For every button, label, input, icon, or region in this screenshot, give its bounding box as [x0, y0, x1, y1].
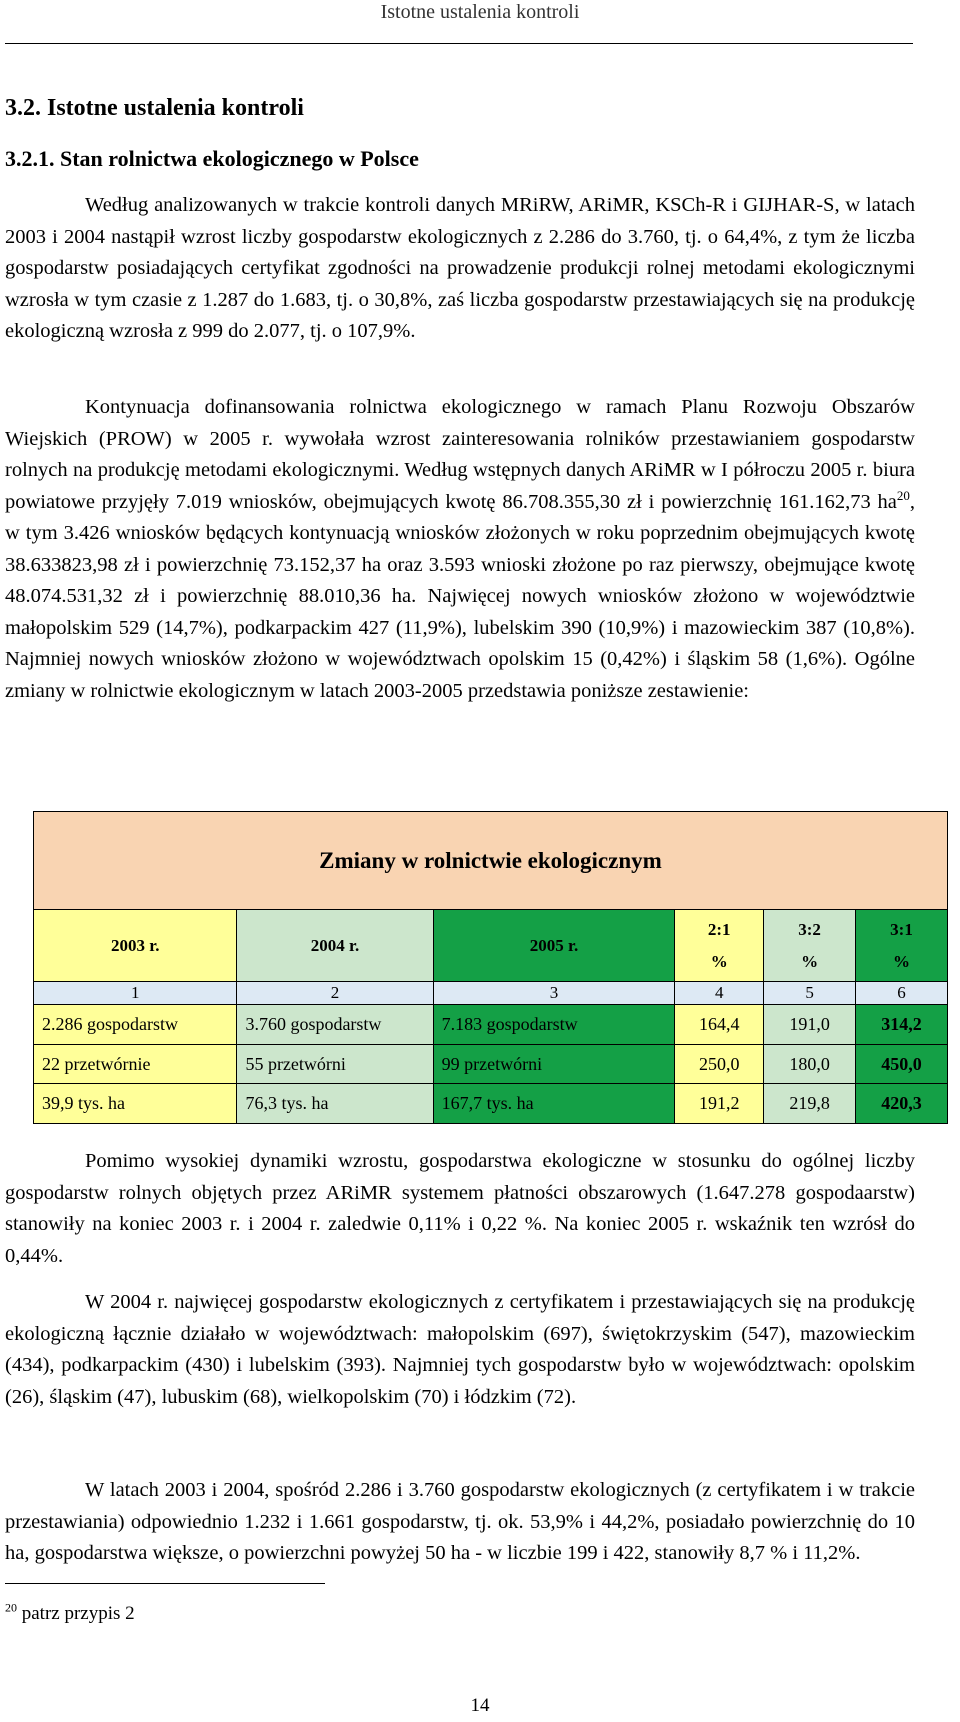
header-2003: 2003 r. [34, 910, 237, 982]
ratio-3-2-pct: % [801, 952, 819, 972]
changes-table-wrapper [33, 811, 948, 1124]
footnote-text: patrz przypis 2 [21, 1603, 135, 1624]
header-ratio-3-1 [856, 910, 948, 982]
table-cell: 420,3 [856, 1084, 948, 1124]
paragraph-5: W latach 2003 i 2004, spośród 2.286 i 3.760 gospodarstw ekologicznych (z certyfikatem i w trakcie przestawiania) odpowiednio 1.232 i 1.661 gospodarstw, tj. ok. 53,9% i 44,2%, posiadało powierzchnię do 10 ha, gospodarstwa większe, o powierzchni powyżej 50 ha - w liczbie 199 i 422, stanowiły 8,7 % i 11,2%. [5, 1479, 915, 1564]
table-cell: 191,0 [764, 1005, 856, 1045]
section-title: 3.2. Istotne ustalenia kontroli [5, 95, 304, 121]
ratio-3-1-label: 3:1 [890, 920, 913, 940]
ratio-2-1-pct: % [710, 952, 728, 972]
table-title: Zmiany w rolnictwie ekologicznym [34, 812, 948, 910]
table-cell: 314,2 [856, 1005, 948, 1045]
paragraph-1: Według analizowanych w trakcie kontroli danych MRiRW, ARiMR, KSCh-R i GIJHAR-S, w latach 2003 i 2004 nastąpił wzrost liczby gospodarstw ekologicznych z 2.286 do 3.760, tj. o 64,4%, z tym że liczba gospodarstw posiadających certyfikat zgodności na prowadzenie produkcji rolnej metodami ekologicznymi wzrosła w tym czasie z 1.287 do 1.683, tj. o 30,8%, zaś liczba gospodarstw przestawiających się na produkcję ekologiczną wzrosła z 999 do 2.077, tj. o 107,9%. [5, 194, 915, 342]
col-number: 1 [34, 982, 237, 1005]
changes-table [33, 811, 948, 1124]
page-number: 14 [470, 1695, 490, 1716]
running-header: Istotne ustalenia kontroli [380, 1, 580, 23]
table-cell: 180,0 [764, 1044, 856, 1084]
paragraph-2 [5, 392, 915, 707]
col-number: 4 [675, 982, 764, 1005]
table-header-row [34, 910, 948, 982]
paragraph-3: Pomimo wysokiej dynamiki wzrostu, gospodarstwa ekologiczne w stosunku do ogólnej liczby gospodarstw rolnych objętych przez ARiMR systemem płatności obszarowych (1.647.278 gospodaarstw) stanowiły na koniec 2003 r. i 2004 r. zaledwie 0,11% i 0,22 %. Na koniec 2005 r. wskaźnik ten wzrósł do 0,44%. [5, 1150, 915, 1267]
table-cell: 3.760 gospodarstw [237, 1005, 433, 1045]
table-cell: 167,7 tys. ha [433, 1084, 675, 1124]
table-row [34, 1044, 948, 1084]
paragraph-2-text-b: , w tym 3.426 wniosków będących kontynuacją wniosków złożonych w roku poprzednim obejmujących kwotę 38.633823,98 zł i powierzchnię 73.152,37 ha oraz 3.593 wnioski złożone po raz pierwszy, obejmujące kwotę 48.074.531,32 zł i powierzchnię 88.010,36 ha. Najwięcej nowych wniosków złożono w województwie małopolskim 529 (14,7%), podkarpackim 427 (11,9%), lubelskim 390 (10,9%) i mazowieckim 387 (10,8%). Najmniej nowych wniosków złożono w województwach opolskim 15 (0,42%) i śląskim 58 (1,6%). Ogólne zmiany w rolnictwie ekologicznym w latach 2003-2005 przedstawia poniższe zestawienie: [5, 490, 915, 702]
col-number: 5 [764, 982, 856, 1005]
header-rule [5, 43, 913, 44]
table-row [34, 1084, 948, 1124]
table-cell: 7.183 gospodarstw [433, 1005, 675, 1045]
ratio-3-2-label: 3:2 [798, 920, 821, 940]
col-number: 6 [856, 982, 948, 1005]
header-ratio-3-2 [764, 910, 856, 982]
subsection-title: 3.2.1. Stan rolnictwa ekologicznego w Polsce [5, 146, 419, 171]
ratio-3-1-pct: % [893, 952, 911, 972]
header-2005: 2005 r. [433, 910, 675, 982]
footnote-rule [5, 1583, 325, 1584]
table-cell: 219,8 [764, 1084, 856, 1124]
column-number-row [34, 982, 948, 1005]
table-cell: 55 przetwórni [237, 1044, 433, 1084]
paragraph-4: W 2004 r. najwięcej gospodarstw ekologicznych z certyfikatem i przestawiających się na produkcję ekologiczną łącznie działało w województwach: małopolskim (697), świętokrzyskim (547), mazowieckim (434), podkarpackim (430) i lubelskim (393). Najmniej tych gospodarstw było w województwach: opolskim (26), śląskim (47), lubuskim (68), wielkopolskim (70) i łódzkim (72). [5, 1291, 915, 1408]
table-row [34, 1005, 948, 1045]
table-cell: 191,2 [675, 1084, 764, 1124]
table-cell: 39,9 tys. ha [34, 1084, 237, 1124]
table-cell: 99 przetwórni [433, 1044, 675, 1084]
ratio-2-1-label: 2:1 [707, 920, 731, 940]
paragraph-2-text-a: Kontynuacja dofinansowania rolnictwa ekologicznego w ramach Planu Rozwoju Obszarów Wiejskich (PROW) w 2005 r. wywołała wzrost zainteresowania rolników przestawianiem gospodarstw rolnych na produkcję metodami ekologicznymi. Według wstępnych danych ARiMR w I półroczu 2005 r. biura powiatowe przyjęły 7.019 wniosków, obejmujących kwotę 86.708.355,30 zł i powierzchnię 161.162,73 ha [5, 396, 915, 513]
table-cell: 76,3 tys. ha [237, 1084, 433, 1124]
header-2004: 2004 r. [237, 910, 433, 982]
footnote [5, 1602, 135, 1626]
footnote-ref-20[interactable]: 20 [896, 487, 910, 503]
col-number: 3 [433, 982, 675, 1005]
table-cell: 250,0 [675, 1044, 764, 1084]
footnote-number: 20 [5, 1600, 17, 1615]
table-cell: 2.286 gospodarstw [34, 1005, 237, 1045]
table-cell: 450,0 [856, 1044, 948, 1084]
table-cell: 22 przetwórnie [34, 1044, 237, 1084]
table-cell: 164,4 [675, 1005, 764, 1045]
header-ratio-2-1 [675, 910, 764, 982]
col-number: 2 [237, 982, 433, 1005]
